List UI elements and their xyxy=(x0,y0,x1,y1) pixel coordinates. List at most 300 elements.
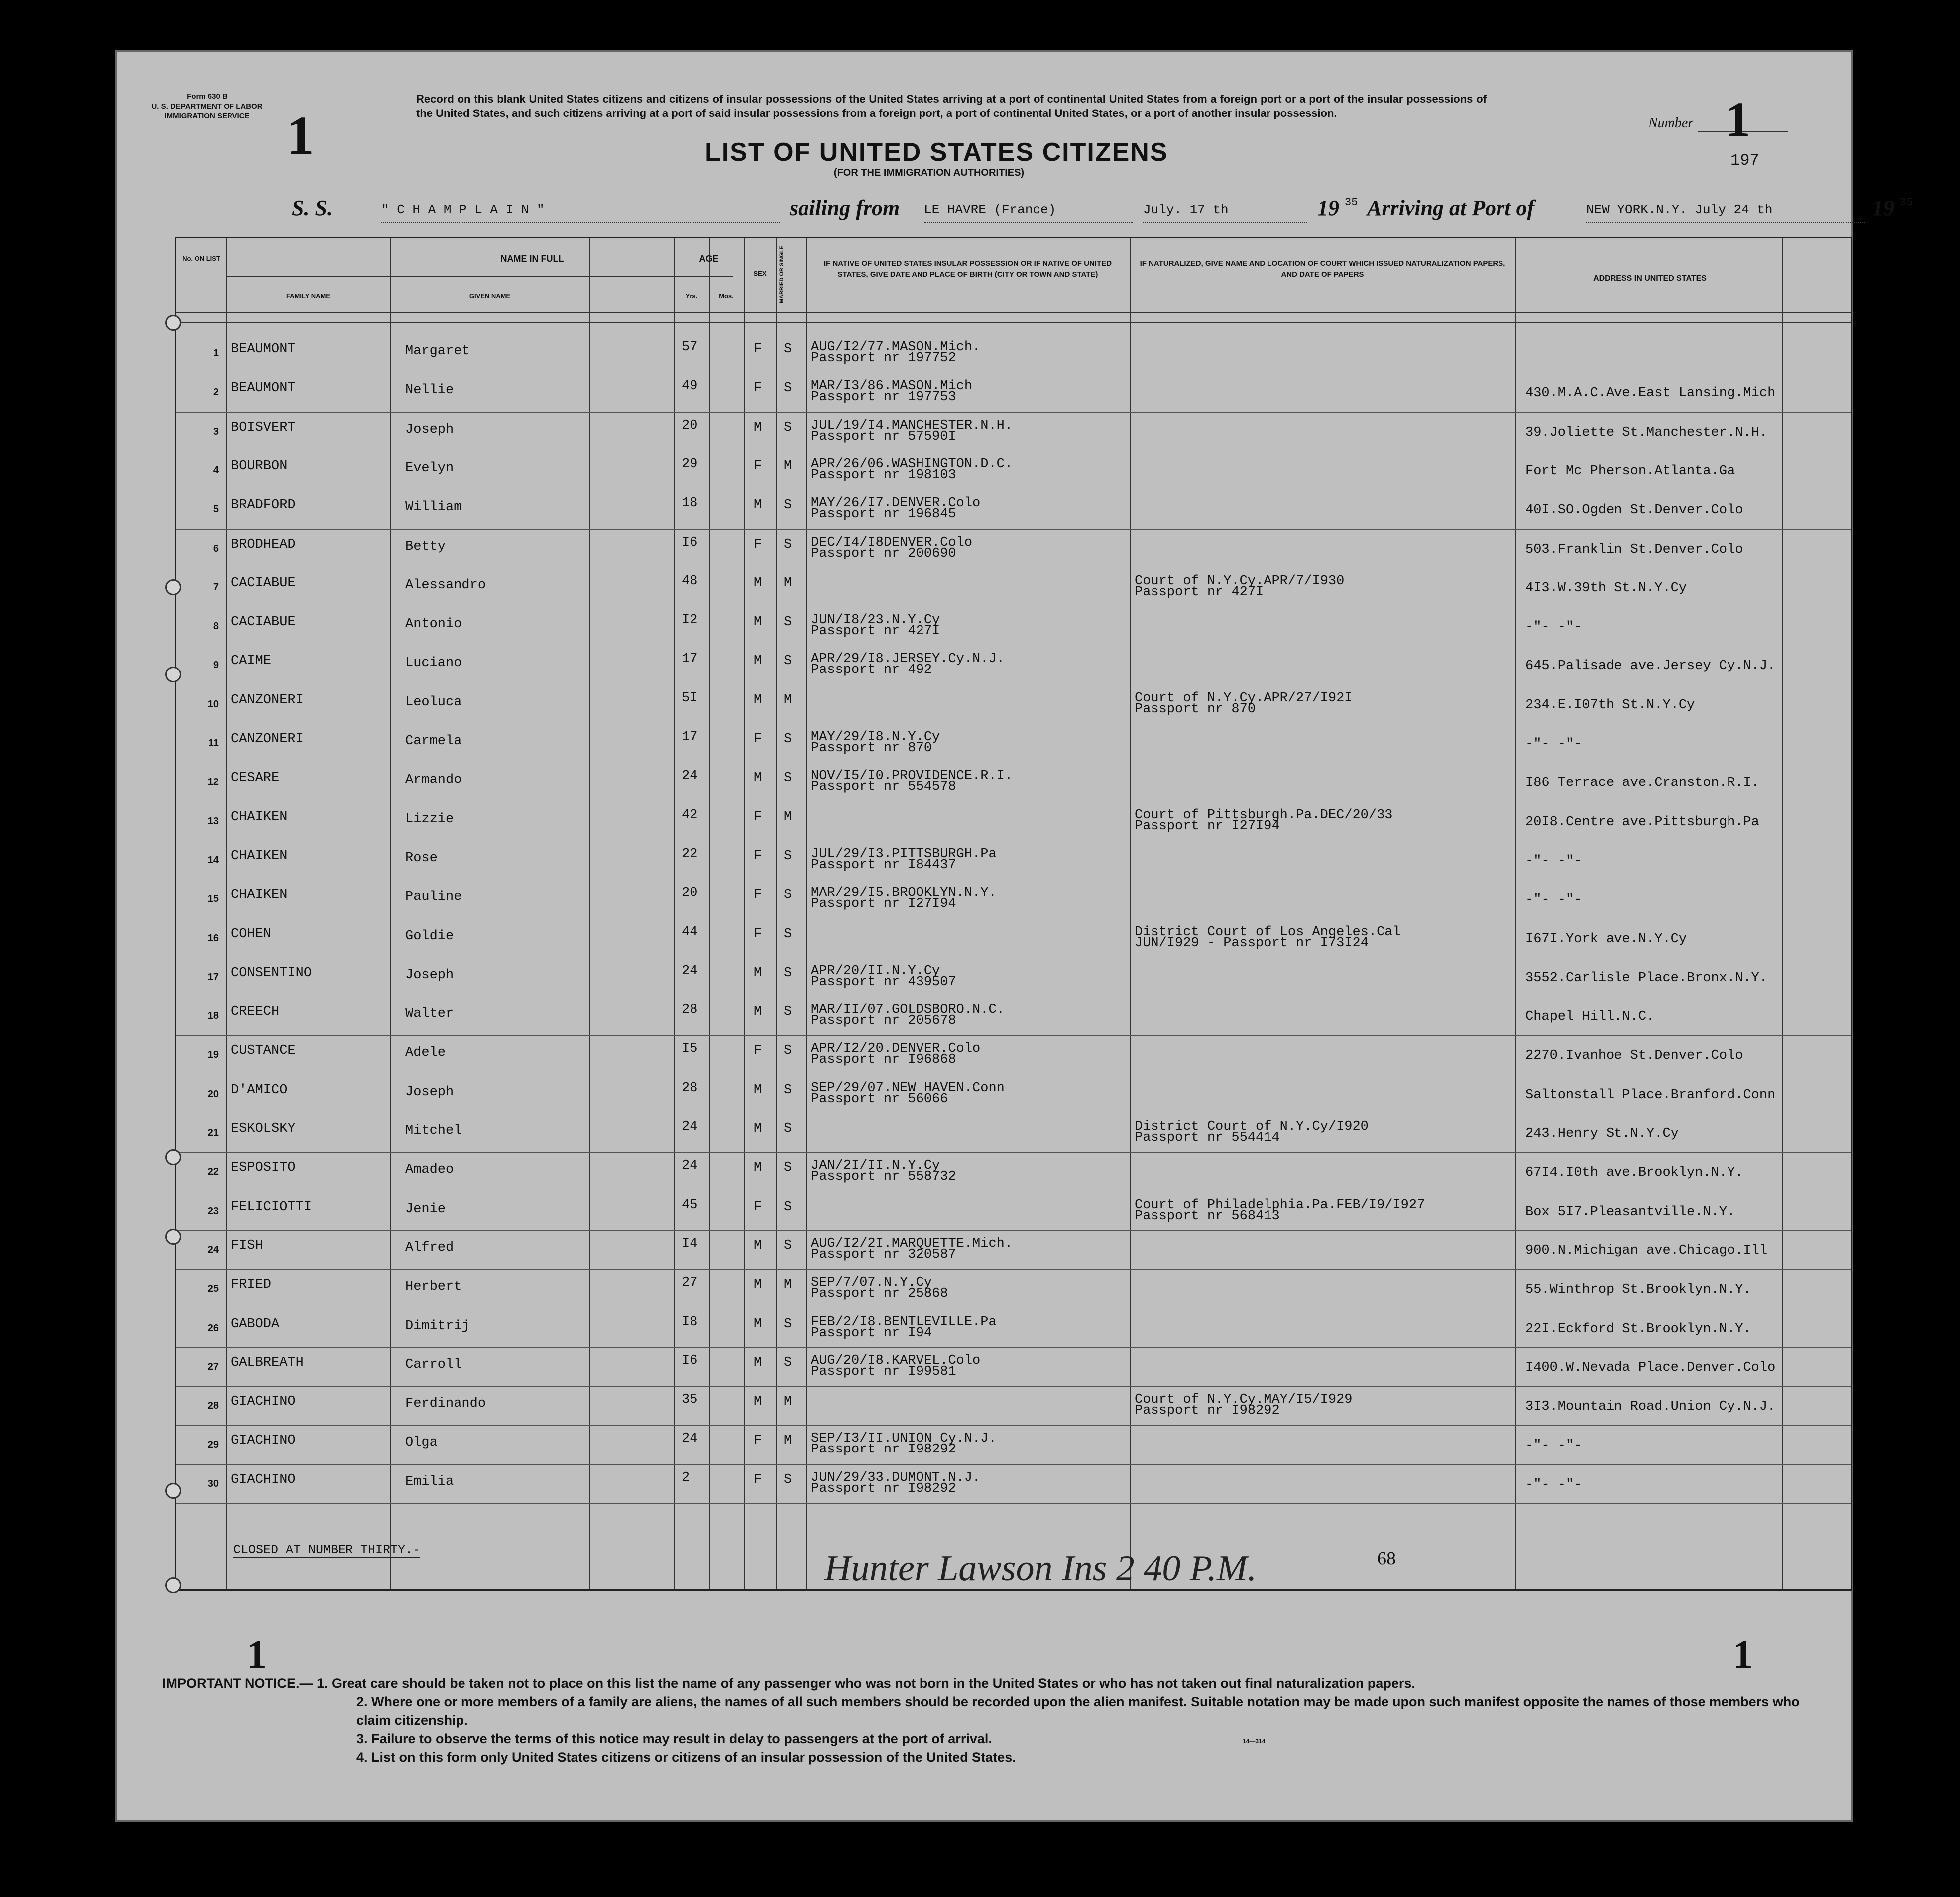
family-name: CONSENTINO xyxy=(231,965,312,981)
address: -"- -"- xyxy=(1525,620,1582,635)
manifest-sheet xyxy=(115,50,1913,1822)
age-years: 49 xyxy=(682,379,698,394)
age-years: 29 xyxy=(682,456,698,472)
row-number: 6 xyxy=(213,543,219,554)
col-age-yrs: Yrs. xyxy=(685,292,698,300)
naturalization-passport: Passport nr 554414 xyxy=(1135,1130,1280,1145)
birth-date-place: AUG/20/I8.KARVEL.Colo xyxy=(811,1353,981,1368)
family-name: CANZONERI xyxy=(231,732,304,747)
address: 234.E.I07th St.N.Y.Cy xyxy=(1525,697,1695,713)
ship-name: " C H A M P L A I N " xyxy=(381,202,780,223)
row-rule xyxy=(176,1035,1851,1036)
col-family-name: FAMILY NAME xyxy=(286,292,331,300)
row-rule xyxy=(176,1152,1851,1153)
birth-passport: Passport nr 57590I xyxy=(811,429,956,444)
row-number: 23 xyxy=(207,1205,219,1217)
marital-status: M xyxy=(784,575,792,591)
marital-status: S xyxy=(784,888,792,903)
given-name: Evelyn xyxy=(405,460,454,476)
row-number: 5 xyxy=(213,504,219,515)
col-age: AGE xyxy=(699,254,719,264)
family-name: GIACHINO xyxy=(231,1433,296,1449)
birth-passport: Passport nr I27I94 xyxy=(811,896,956,912)
marital-status: S xyxy=(784,1316,792,1332)
col-address: ADDRESS IN UNITED STATES xyxy=(1593,274,1707,283)
important-notice xyxy=(162,1674,1805,1767)
naturalization-passport: JUN/I929 - Passport nr I73I24 xyxy=(1135,935,1369,951)
address: -"- -"- xyxy=(1525,893,1582,908)
family-name: COHEN xyxy=(231,926,272,942)
col-no-on-list: No. ON LIST xyxy=(182,255,220,262)
naturalization-passport: Passport nr 568413 xyxy=(1135,1208,1280,1224)
marital-status: S xyxy=(784,771,792,786)
row-number: 22 xyxy=(207,1166,219,1178)
row-rule xyxy=(176,1269,1851,1270)
family-name: BEAUMONT xyxy=(231,342,296,357)
row-rule xyxy=(176,412,1851,413)
marital-status: S xyxy=(784,1004,792,1020)
birth-passport: Passport nr 196845 xyxy=(811,507,956,522)
address: 3I3.Mountain Road.Union Cy.N.J. xyxy=(1525,1399,1776,1415)
margin-number: 68 xyxy=(1377,1548,1396,1569)
given-name: Luciano xyxy=(405,656,462,671)
service-name: IMMIGRATION SERVICE xyxy=(164,112,250,120)
given-name: Olga xyxy=(405,1435,438,1451)
birth-passport: Passport nr 320587 xyxy=(811,1247,956,1262)
sex: F xyxy=(754,888,762,903)
given-name: Joseph xyxy=(405,967,454,983)
birth-date-place: SEP/29/07.NEW HAVEN.Conn xyxy=(811,1080,1005,1096)
address: 503.Franklin St.Denver.Colo xyxy=(1525,542,1743,557)
given-name: Alessandro xyxy=(405,577,486,593)
row-number: 15 xyxy=(207,893,219,905)
address: 900.N.Michigan ave.Chicago.Ill xyxy=(1525,1243,1768,1258)
address: 55.Winthrop St.Brooklyn.N.Y. xyxy=(1525,1282,1751,1298)
row-rule xyxy=(176,1503,1851,1504)
row-number: 14 xyxy=(207,854,219,866)
footer-right-number: 1 xyxy=(1733,1633,1753,1676)
naturalization-court: Court of Philadelphia.Pa.FEB/I9/I927 xyxy=(1135,1197,1425,1213)
birth-passport: Passport nr I94 xyxy=(811,1325,932,1340)
form-number: Form 630 B xyxy=(187,92,228,101)
sex: M xyxy=(754,1082,762,1098)
marital-status: S xyxy=(784,1082,792,1098)
naturalization-court: Court of Pittsburgh.Pa.DEC/20/33 xyxy=(1135,807,1393,823)
birth-date-place: JUL/19/I4.MANCHESTER.N.H. xyxy=(811,418,1013,433)
print-code: 14—314 xyxy=(1243,1738,1266,1745)
closing-note: CLOSED AT NUMBER THIRTY.- xyxy=(233,1543,421,1557)
birth-date-place: SEP/I3/II.UNION Cy.N.J. xyxy=(811,1431,997,1447)
marital-status: S xyxy=(784,537,792,552)
year-prefix-1: 19 xyxy=(1317,196,1339,220)
row-number: 3 xyxy=(213,426,219,437)
age-years: 2 xyxy=(682,1470,690,1485)
family-name: GIACHINO xyxy=(231,1472,296,1487)
birth-passport: Passport nr I98292 xyxy=(811,1442,956,1457)
age-years: 35 xyxy=(682,1392,698,1408)
address: Saltonstall Place.Branford.Conn xyxy=(1525,1087,1776,1103)
number-label: Number xyxy=(1648,115,1694,131)
row-number: 20 xyxy=(207,1088,219,1100)
col-birth: IF NATIVE OF UNITED STATES INSULAR POSSESSION OR IF NATIVE OF UNITED STATES, GIVE DATE AND PLACE OF BIRTH (CITY OR TOWN AND STATE) xyxy=(823,259,1112,279)
sex: M xyxy=(754,1277,762,1293)
arriving-label: Arriving at Port of xyxy=(1367,196,1535,220)
age-years: 20 xyxy=(682,886,698,901)
family-name: CACIABUE xyxy=(231,575,296,591)
col-given-name: GIVEN NAME xyxy=(469,292,511,300)
list-number-left: 1 xyxy=(287,105,314,166)
age-years: 18 xyxy=(682,496,698,511)
address: I86 Terrace ave.Cranston.R.I. xyxy=(1525,776,1759,791)
given-name: Margaret xyxy=(405,344,470,359)
sex: M xyxy=(754,1355,762,1370)
age-years: I8 xyxy=(682,1314,698,1330)
age-years: 24 xyxy=(682,769,698,784)
marital-status: S xyxy=(784,1199,792,1215)
row-number: 12 xyxy=(207,777,219,788)
family-name: CHAIKEN xyxy=(231,888,288,903)
sex: F xyxy=(754,381,762,396)
address: 67I4.I0th ave.Brooklyn.N.Y. xyxy=(1525,1165,1743,1181)
marital-status: S xyxy=(784,498,792,513)
family-name: CHAIKEN xyxy=(231,809,288,825)
row-number: 25 xyxy=(207,1283,219,1295)
row-number: 30 xyxy=(207,1478,219,1489)
marital-status: S xyxy=(784,848,792,864)
given-name: Ferdinando xyxy=(405,1396,486,1412)
page-title: LIST OF UNITED STATES CITIZENS xyxy=(705,138,1168,167)
family-name: BEAUMONT xyxy=(231,381,296,396)
naturalization-passport: Passport nr 870 xyxy=(1135,701,1256,717)
age-years: 57 xyxy=(682,340,698,355)
row-number: 18 xyxy=(207,1010,219,1022)
birth-date-place: AUG/I2/2I.MARQUETTE.Mich. xyxy=(811,1236,1013,1251)
age-years: 42 xyxy=(682,807,698,823)
sex: F xyxy=(754,1433,762,1449)
age-years: 44 xyxy=(682,924,698,940)
birth-passport: Passport nr 197753 xyxy=(811,390,956,405)
family-name: CAIME xyxy=(231,654,272,669)
binding-hole xyxy=(165,1149,181,1165)
birth-passport: Passport nr 554578 xyxy=(811,780,956,795)
sex: M xyxy=(754,498,762,513)
sex: M xyxy=(754,1238,762,1253)
row-rule xyxy=(176,1464,1851,1465)
birth-date-place: MAY/26/I7.DENVER.Colo xyxy=(811,496,981,511)
col-name-in-full: NAME IN FULL xyxy=(500,254,564,264)
row-number: 1 xyxy=(213,348,219,359)
notice-item-2: 2. Where one or more members of a family are aliens, the names of all such members should be recorded upon the alien manifest. Suitable notation may be made upon such manifest opposite the names of those members who claim citizenship. xyxy=(356,1694,1800,1728)
family-name: BRADFORD xyxy=(231,498,296,513)
year-prefix-2: 19 xyxy=(1872,196,1894,220)
age-years: 17 xyxy=(682,730,698,745)
family-name: ESPOSITO xyxy=(231,1160,296,1176)
row-number: 24 xyxy=(207,1244,219,1255)
naturalization-court: Court of N.Y.Cy.MAY/I5/I929 xyxy=(1135,1392,1353,1408)
address: 40I.SO.Ogden St.Denver.Colo xyxy=(1525,503,1743,518)
age-years: I6 xyxy=(682,1353,698,1368)
given-name: Herbert xyxy=(405,1279,462,1295)
address: 430.M.A.C.Ave.East Lansing.Mich xyxy=(1525,386,1776,401)
given-name: Armando xyxy=(405,773,462,788)
row-number: 16 xyxy=(207,932,219,944)
family-name: CHAIKEN xyxy=(231,848,288,864)
passenger-table xyxy=(175,237,1852,1591)
sex: F xyxy=(754,809,762,825)
family-name: FELICIOTTI xyxy=(231,1199,312,1215)
sex: M xyxy=(754,1004,762,1020)
sex: M xyxy=(754,1394,762,1410)
birth-passport: Passport nr 200690 xyxy=(811,546,956,561)
given-name: Lizzie xyxy=(405,811,454,827)
voyage-line xyxy=(187,195,1913,225)
row-number: 4 xyxy=(213,464,219,476)
row-number: 9 xyxy=(213,660,219,671)
marital-status: S xyxy=(784,615,792,630)
row-number: 2 xyxy=(213,387,219,398)
form-identifier xyxy=(137,92,277,121)
row-number: 8 xyxy=(213,621,219,632)
row-number: 29 xyxy=(207,1439,219,1451)
family-name: CANZONERI xyxy=(231,692,304,708)
department-name: U. S. DEPARTMENT OF LABOR xyxy=(151,102,263,111)
sex: F xyxy=(754,1472,762,1487)
sex: M xyxy=(754,965,762,981)
inspector-signature: Hunter Lawson Ins 2 40 P.M. xyxy=(824,1548,1257,1589)
col-naturalized: IF NATURALIZED, GIVE NAME AND LOCATION OF COURT WHICH ISSUED NATURALIZATION PAPERS, AND DATE OF PAPERS xyxy=(1140,259,1505,279)
naturalization-court: District Court of Los Angeles.Cal xyxy=(1135,924,1401,940)
marital-status: S xyxy=(784,1121,792,1136)
given-name: Pauline xyxy=(405,890,462,905)
naturalization-passport: Passport nr 427I xyxy=(1135,584,1264,600)
sex: M xyxy=(754,1121,762,1136)
birth-date-place: APR/26/06.WASHINGTON.D.C. xyxy=(811,456,1013,472)
notice-heading: IMPORTANT NOTICE.— xyxy=(162,1676,313,1691)
birth-date-place: APR/29/I8.JERSEY.Cy.N.J. xyxy=(811,652,1005,667)
age-years: 24 xyxy=(682,1119,698,1134)
arrival-port: NEW YORK.N.Y. July 24 th xyxy=(1586,202,1865,223)
marital-status: S xyxy=(784,1355,792,1370)
family-name: GALBREATH xyxy=(231,1355,304,1370)
birth-date-place: FEB/2/I8.BENTLEVILLE.Pa xyxy=(811,1314,997,1330)
address: 243.Henry St.N.Y.Cy xyxy=(1525,1126,1679,1141)
given-name: Antonio xyxy=(405,617,462,632)
birth-date-place: MAY/29/I8.N.Y.Cy xyxy=(811,730,940,745)
year-1: 35 xyxy=(1345,196,1358,209)
age-years: 48 xyxy=(682,573,698,589)
sailing-label: sailing from xyxy=(790,196,900,220)
given-name: Carmela xyxy=(405,734,462,749)
address: I400.W.Nevada Place.Denver.Colo xyxy=(1525,1360,1776,1375)
marital-status: M xyxy=(784,809,792,825)
naturalization-court: Court of N.Y.Cy.APR/27/I92I xyxy=(1135,690,1353,706)
binding-hole xyxy=(165,1229,181,1245)
given-name: Dimitrij xyxy=(405,1318,470,1334)
family-name: CREECH xyxy=(231,1004,280,1020)
birth-passport: Passport nr 492 xyxy=(811,663,932,678)
birth-passport: Passport nr 558732 xyxy=(811,1169,956,1185)
given-name: Carroll xyxy=(405,1357,462,1372)
sex: F xyxy=(754,458,762,474)
birth-date-place: JUL/29/I3.PITTSBURGH.Pa xyxy=(811,846,997,862)
notice-item-3: 3. Failure to observe the terms of this notice may result in delay to passengers at the port of arrival. xyxy=(356,1731,992,1746)
birth-date-place: SEP/7/07.N.Y.Cy xyxy=(811,1275,932,1291)
address: 2270.Ivanhoe St.Denver.Colo xyxy=(1525,1048,1743,1064)
birth-date-place: APR/20/II.N.Y.Cy xyxy=(811,963,940,979)
age-years: 45 xyxy=(682,1197,698,1213)
from-port: LE HAVRE (France) xyxy=(924,202,1133,223)
sex: M xyxy=(754,771,762,786)
age-years: 20 xyxy=(682,418,698,433)
birth-passport: Passport nr I99581 xyxy=(811,1364,956,1379)
family-name: D'AMICO xyxy=(231,1082,288,1098)
birth-passport: Passport nr I84437 xyxy=(811,857,956,873)
marital-status: S xyxy=(784,965,792,981)
sail-date: July. 17 th xyxy=(1143,202,1307,223)
given-name: William xyxy=(405,500,462,515)
marital-status: S xyxy=(784,1160,792,1176)
number-value: 1 xyxy=(1726,92,1750,147)
age-years: 28 xyxy=(682,1003,698,1018)
address: -"- -"- xyxy=(1525,1477,1582,1492)
given-name: Leoluca xyxy=(405,694,462,710)
sex: F xyxy=(754,848,762,864)
marital-status: S xyxy=(784,926,792,942)
sex: M xyxy=(754,692,762,708)
birth-date-place: JAN/2I/II.N.Y.Cy xyxy=(811,1158,940,1174)
birth-passport: Passport nr I96868 xyxy=(811,1052,956,1068)
given-name: Betty xyxy=(405,539,446,554)
sex: F xyxy=(754,342,762,357)
row-rule xyxy=(176,1425,1851,1426)
row-number: 13 xyxy=(207,815,219,827)
row-number: 19 xyxy=(207,1049,219,1061)
notice-item-1 xyxy=(162,1674,1805,1693)
given-name: Rose xyxy=(405,850,438,866)
age-years: 24 xyxy=(682,1431,698,1447)
sex: M xyxy=(754,575,762,591)
family-name: CESARE xyxy=(231,771,280,786)
address: -"- -"- xyxy=(1525,737,1582,752)
birth-passport: Passport nr I98292 xyxy=(811,1481,956,1496)
birth-date-place: MAR/II/07.GOLDSBORO.N.C. xyxy=(811,1003,1005,1018)
given-name: Nellie xyxy=(405,383,454,398)
address: 39.Joliette St.Manchester.N.H. xyxy=(1525,425,1768,440)
given-name: Jenie xyxy=(405,1201,446,1217)
birth-date-place: AUG/I2/77.MASON.Mich. xyxy=(811,340,981,355)
given-name: Joseph xyxy=(405,1084,454,1100)
age-years: 22 xyxy=(682,846,698,862)
birth-date-place: APR/I2/20.DENVER.Colo xyxy=(811,1041,981,1057)
birth-passport: Passport nr 56066 xyxy=(811,1091,948,1107)
marital-status: M xyxy=(784,1277,792,1293)
marital-status: S xyxy=(784,420,792,435)
sex: F xyxy=(754,926,762,942)
row-number: 21 xyxy=(207,1127,219,1138)
birth-passport: Passport nr 427I xyxy=(811,624,940,639)
sex: F xyxy=(754,1043,762,1059)
family-name: BOISVERT xyxy=(231,420,296,435)
birth-date-place: NOV/I5/I0.PROVIDENCE.R.I. xyxy=(811,769,1013,784)
marital-status: S xyxy=(784,654,792,669)
family-name: FISH xyxy=(231,1238,263,1253)
notice-text-1: 1. Great care should be taken not to place on this list the name of any passenger who was not born in the United States or who has not taken out final naturalization papers. xyxy=(317,1676,1415,1691)
sex: F xyxy=(754,537,762,552)
row-number: 27 xyxy=(207,1361,219,1372)
age-years: 17 xyxy=(682,652,698,667)
given-name: Amadeo xyxy=(405,1162,454,1178)
binding-hole xyxy=(165,667,181,682)
marital-status: S xyxy=(784,732,792,747)
sex: M xyxy=(754,615,762,630)
family-name: CACIABUE xyxy=(231,615,296,630)
marital-status: M xyxy=(784,1394,792,1410)
age-years: I4 xyxy=(682,1236,698,1251)
birth-date-place: JUN/I8/23.N.Y.Cy xyxy=(811,613,940,628)
family-name: GIACHINO xyxy=(231,1394,296,1410)
footer-left-number: 1 xyxy=(247,1633,267,1676)
marital-status: S xyxy=(784,1472,792,1487)
marital-status: S xyxy=(784,1043,792,1059)
sex: F xyxy=(754,732,762,747)
age-years: 24 xyxy=(682,963,698,979)
address: 22I.Eckford St.Brooklyn.N.Y. xyxy=(1525,1321,1751,1337)
row-rule xyxy=(176,529,1851,530)
binding-hole xyxy=(165,579,181,595)
birth-passport: Passport nr 205678 xyxy=(811,1013,956,1029)
given-name: Walter xyxy=(405,1006,454,1022)
birth-passport: Passport nr 198103 xyxy=(811,467,956,483)
age-years: I6 xyxy=(682,535,698,550)
row-rule xyxy=(176,1386,1851,1387)
address: 20I8.Centre ave.Pittsburgh.Pa xyxy=(1525,814,1759,830)
given-name: Goldie xyxy=(405,928,454,944)
row-rule xyxy=(176,1230,1851,1231)
marital-status: S xyxy=(784,342,792,357)
address: Chapel Hill.N.C. xyxy=(1525,1009,1655,1025)
row-rule xyxy=(176,1347,1851,1348)
family-name: ESKOLSKY xyxy=(231,1121,296,1136)
birth-passport: Passport nr 25868 xyxy=(811,1286,948,1302)
family-name: FRIED xyxy=(231,1277,272,1293)
naturalization-passport: Passport nr I98292 xyxy=(1135,1403,1280,1419)
marital-status: S xyxy=(784,381,792,396)
ss-label: S. S. xyxy=(292,196,333,220)
birth-date-place: JUN/29/33.DUMONT.N.J. xyxy=(811,1470,981,1485)
sex: M xyxy=(754,420,762,435)
row-number: 17 xyxy=(207,971,219,983)
naturalization-court: Court of N.Y.Cy.APR/7/I930 xyxy=(1135,573,1345,589)
preamble-text: Record on this blank United States citizens and citizens of insular possessions of the United States arriving at a port of continental United States from a foreign port or a port of the insular possessions of the United States, and such citizens arriving at a port of said insular possessions from a foreign port, a port of continental United States, or a port of another insular possession. xyxy=(416,93,1487,119)
birth-passport: Passport nr 197752 xyxy=(811,351,956,366)
age-years: I2 xyxy=(682,613,698,628)
age-years: 28 xyxy=(682,1080,698,1096)
marital-status: S xyxy=(784,1238,792,1253)
address: Box 5I7.Pleasantville.N.Y. xyxy=(1525,1204,1735,1220)
age-years: I5 xyxy=(682,1041,698,1057)
notice-item-4: 4. List on this form only United States citizens or citizens of an insular possession of the United States. xyxy=(356,1750,1016,1765)
row-number: 7 xyxy=(213,581,219,593)
sex: M xyxy=(754,1160,762,1176)
given-name: Alfred xyxy=(405,1240,454,1255)
age-years: 27 xyxy=(682,1275,698,1291)
row-number: 11 xyxy=(208,738,219,749)
family-name: BOURBON xyxy=(231,458,288,474)
binding-hole xyxy=(165,1483,181,1499)
col-sex: SEX xyxy=(753,270,767,277)
family-name: BRODHEAD xyxy=(231,537,296,552)
address: 3552.Carlisle Place.Bronx.N.Y. xyxy=(1525,970,1768,986)
